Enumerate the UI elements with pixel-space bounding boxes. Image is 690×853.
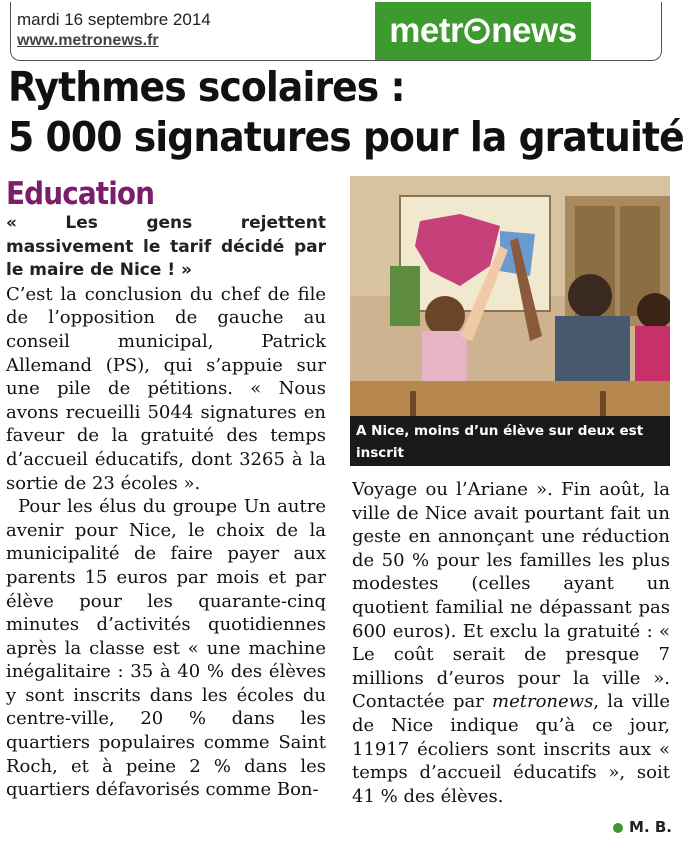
article-paragraph-3 [352, 478, 670, 808]
paragraph-3-part-1: Voyage ou l’Ariane ». Fin août, la ville de Nice avait pourtant fait un geste en annonçant une réduction de 50 % pour les familles les plus modestes (celles ayant un quotient familial ne dépassant pas 600 euros). Et exclu la gratuité : « Le coût serait de presque 7 millions d’euros pour la ville ». Contactée par [352, 479, 670, 713]
article-photo [350, 176, 670, 466]
headline-line-1: Rythmes scolaires : [8, 63, 405, 111]
logo-text-left: metr [389, 11, 464, 50]
photo-caption [350, 416, 670, 466]
source-name: metronews [492, 691, 594, 713]
article-column-1 [6, 212, 326, 802]
caption-line-1: A Nice, moins d’un élève sur deux est inscrit [356, 423, 644, 461]
article-paragraph-1: C’est la conclusion du chef de file de l’opposition de gauche au conseil municipal, Patrick Allemand (PS), qui s’appuie sur une pile de pétitions. « Nous avons recueilli 5044 signatures en faveur de la gratuité des temps d’accueil éducatifs, dont 3265 à la sortie de 23 écoles ». [6, 283, 326, 494]
article-lead-quote: « Les gens rejettent massivement le tarif décidé par le maire de Nice ! » [6, 213, 326, 281]
globe-icon [464, 18, 490, 44]
logo-text-right: news [491, 11, 577, 50]
author-initials: M. B. [629, 818, 672, 836]
paragraph-3-part-2: , la ville de Nice indique qu’à ce jour, 11917 écoliers sont inscrits aux « temps d’accueil éducatifs », soit 41 % des élèves. [352, 691, 671, 807]
article-column-2 [352, 478, 670, 808]
headline [8, 62, 684, 162]
headline-line-2: 5 000 signatures pour la gratuité [8, 113, 684, 161]
website-link[interactable]: www.metronews.fr [17, 32, 159, 49]
rubric-label: Education [6, 176, 155, 212]
issue-date: mardi 16 septembre 2014 [17, 10, 211, 29]
author-signature [613, 818, 672, 836]
green-dot-icon [613, 823, 623, 833]
article-paragraph-2: Pour les élus du groupe Un autre avenir pour Nice, le choix de la municipalité de faire payer aux parents 15 euros par mois et par élève pour les quarante-cinq minutes d’activités quotidiennes après la classe est « une machine inégalitaire : 35 à 40 % des élèves y sont inscrits dans les écoles du centre-ville, 20 % dans les quartiers populaires comme Saint Roch, et à peine 2 % dans les quartiers défavorisés comme Bon- [6, 496, 326, 801]
metronews-logo [375, 2, 591, 60]
page-header [10, 2, 662, 61]
